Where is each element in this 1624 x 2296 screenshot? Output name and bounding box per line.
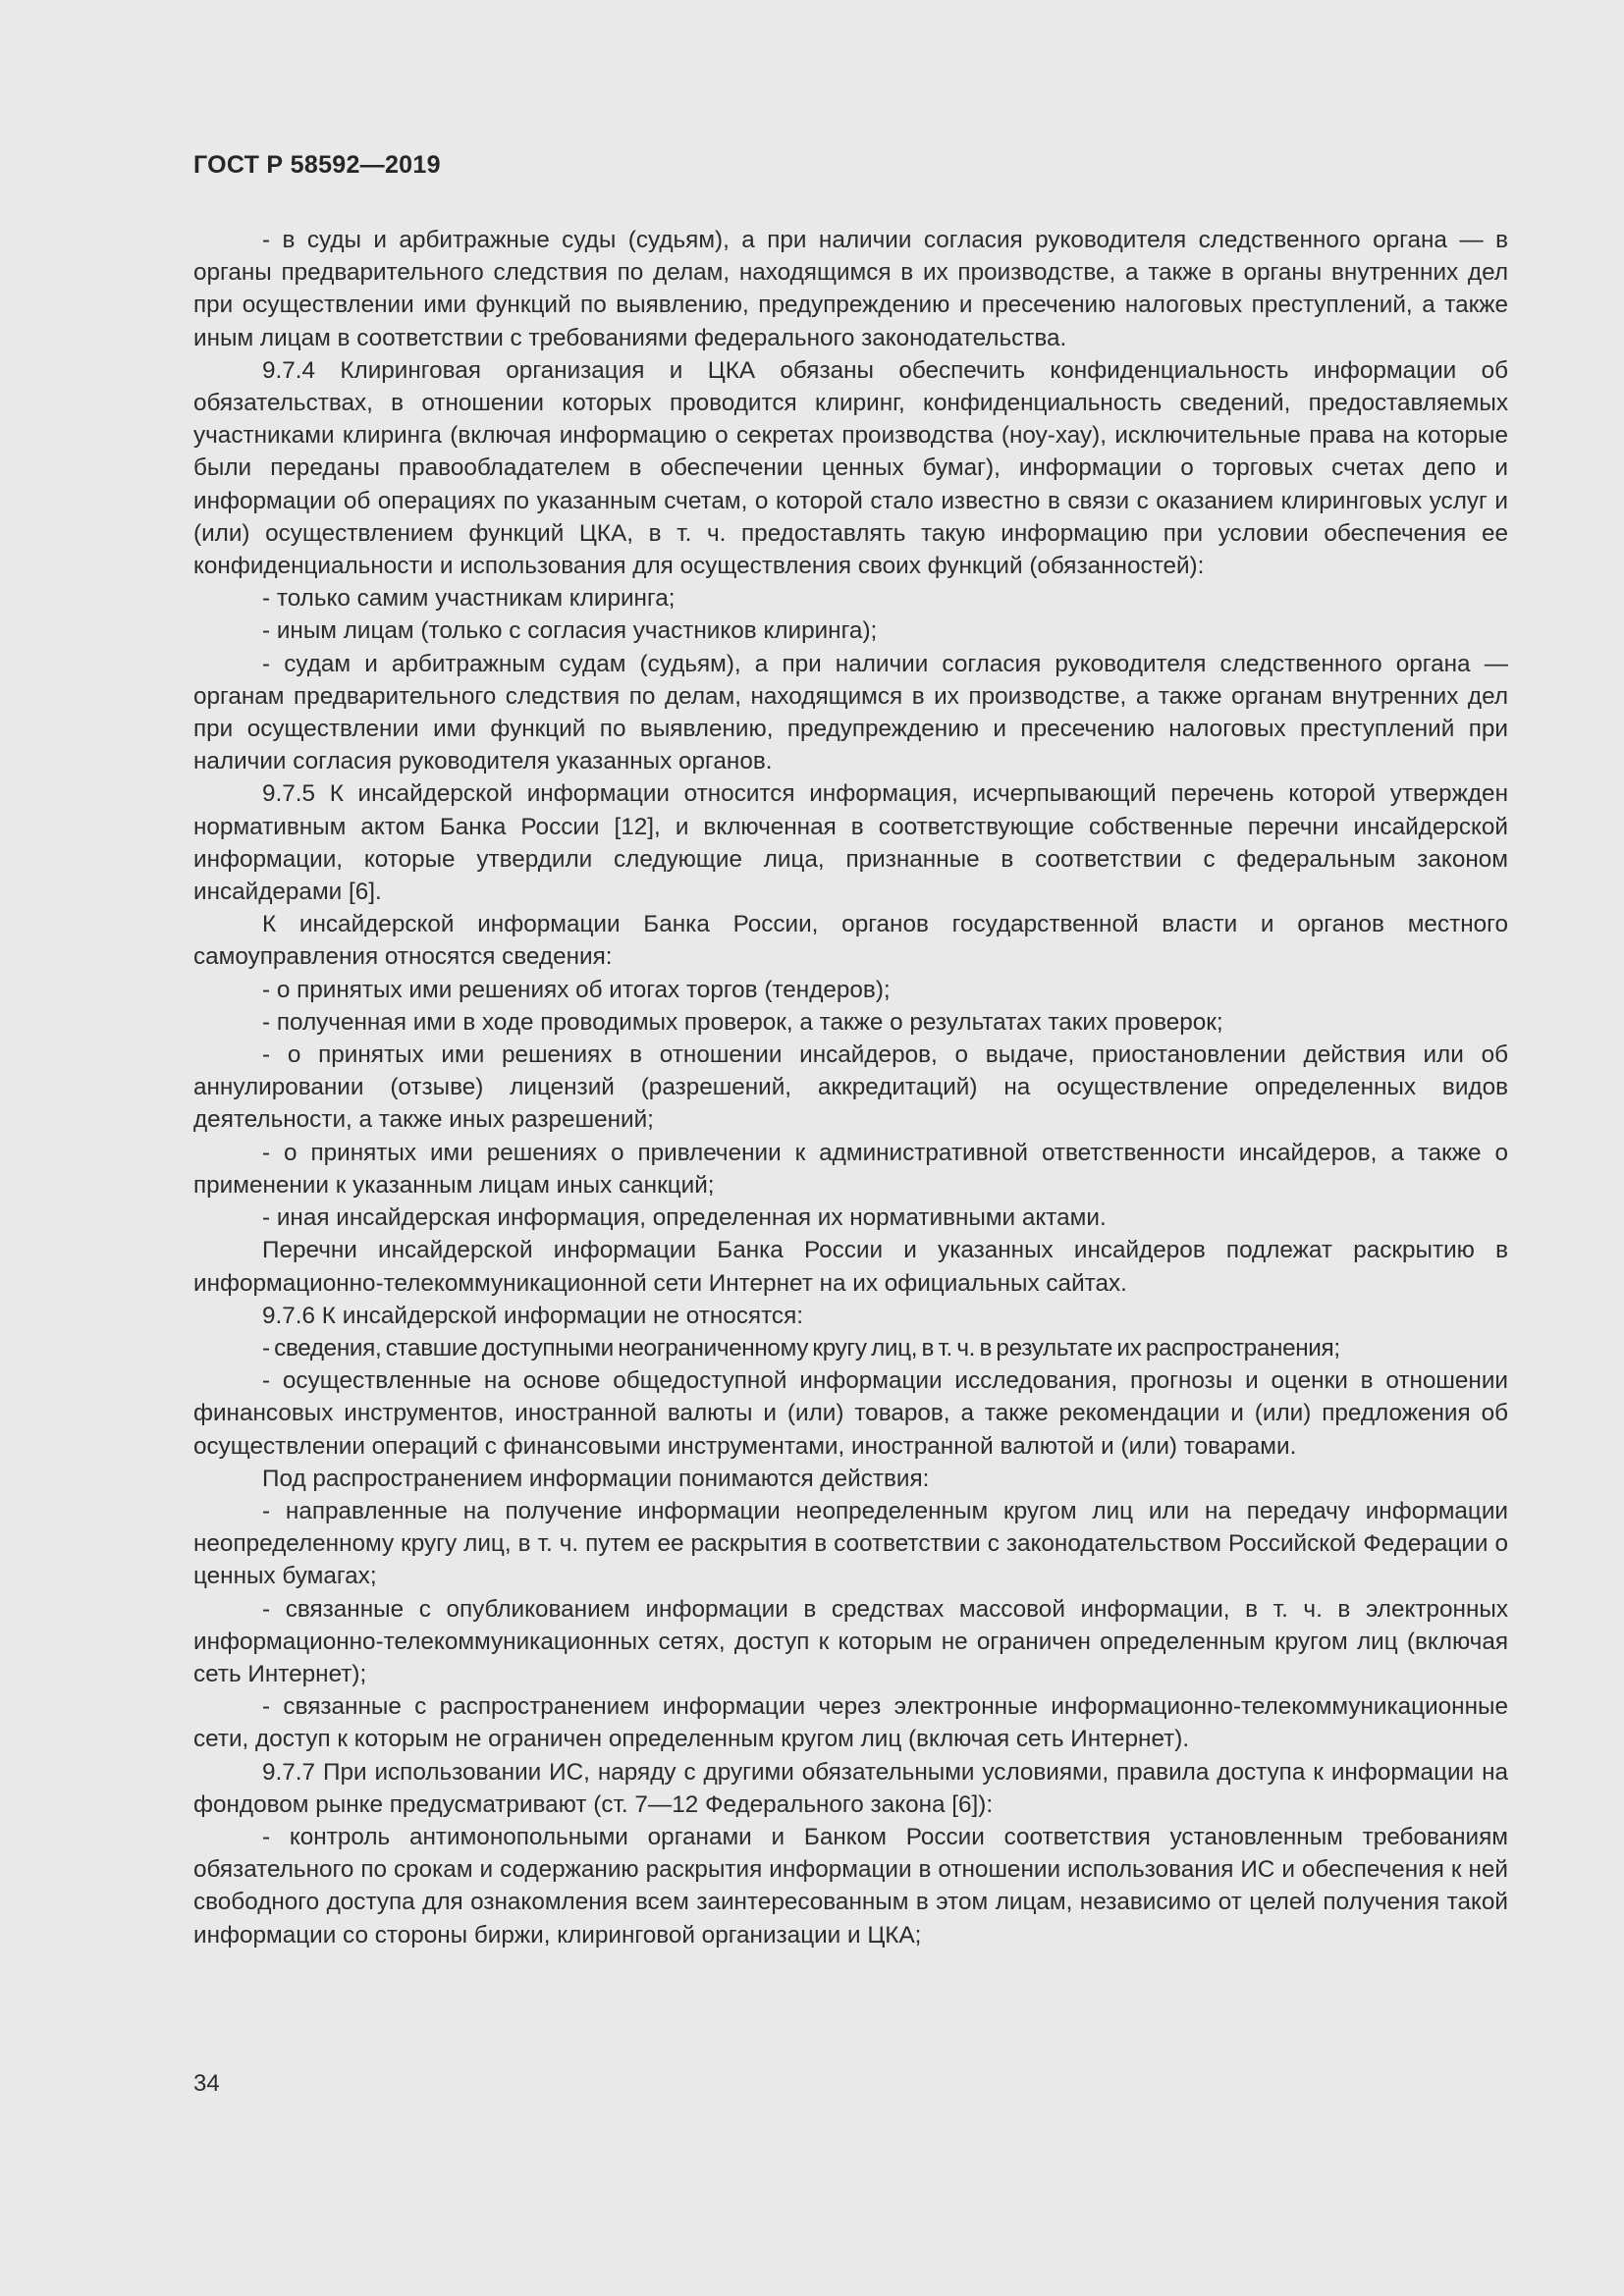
paragraph: - о принятых ими решениях об итогах торгов (тендеров);	[262, 976, 891, 1003]
paragraph: - судам и арбитражным судам (судьям), а при наличии согласия руководителя следственного органа — органам предварительного следствия по делам, находящимся в их производстве, а также органам внутренних дел при осуществлении ими функций по выявлению, предупреждению и пресечению налоговых преступлений при наличии согласия руководителя указанных органов.	[193, 650, 1508, 775]
paragraph: - полученная ими в ходе проводимых проверок, а также о результатах таких проверок;	[262, 1008, 1223, 1036]
paragraph: - осуществленные на основе общедоступной информации исследования, прогнозы и оценки в отношении финансовых инструментов, иностранной валюты и (или) товаров, а также рекомендации и (или) предложения об осуществлении операций с финансовыми инструментами, иностранной валютой и (или) товарами.	[193, 1367, 1508, 1460]
paragraph: - связанные с распространением информации через электронные информационно-телекоммуникационные сети, доступ к которым не ограничен определенным кругом лиц (включая сеть Интернет).	[193, 1693, 1508, 1753]
paragraph: 9.7.6 К инсайдерской информации не относятся:	[262, 1302, 803, 1329]
paragraph: 9.7.5 К инсайдерской информации относится информация, исчерпывающий перечень которой утвержден нормативным актом Банка России [12], и включенная в соответствующие собственные перечни инсайдерской информации, которые утвердили следующие лица, признанные в соответствии с федеральным законом инсайдерами [6].	[193, 780, 1508, 906]
paragraph: К инсайдерской информации Банка России, органов государственной власти и органов местного самоуправления относятся сведения:	[193, 911, 1508, 971]
paragraph: - иным лицам (только с согласия участников клиринга);	[262, 617, 878, 645]
paragraph: - контроль антимонопольными органами и Банком России соответствия установленным требованиям обязательного по срокам и содержанию раскрытия информации в отношении использования ИС и обеспечения к ней свободного доступа для ознакомления всем заинтересованным в этом лицам, независимо от целей получения такой информации со стороны биржи, клиринговой организации и ЦКА;	[193, 1823, 1508, 1949]
paragraph: - сведения, ставшие доступными неограниченному кругу лиц, в т. ч. в результате их распространения;	[262, 1334, 1340, 1362]
paragraph: 9.7.4 Клиринговая организация и ЦКА обязаны обеспечить конфиденциальность информации об обязательствах, в отношении которых проводится клиринг, конфиденциальность сведений, предоставляемых участниками клиринга (включая информацию о секретах производства (ноу-хау), исключительные права на которые были переданы правообладателем в обеспечении ценных бумаг), информации о торговых счетах депо и информации об операциях по указанным счетам, о которой стало известно в связи с оказанием клиринговых услуг и (или) осуществлением функций ЦКА, в т. ч. предоставлять такую информацию при условии обеспечения ее конфиденциальности и использования для осуществления своих функций (обязанностей):	[193, 356, 1508, 580]
paragraph: Перечни инсайдерской информации Банка России и указанных инсайдеров подлежат раскрытию в информационно-телекоммуникационной сети Интернет на их официальных сайтах.	[193, 1237, 1508, 1297]
document-header: ГОСТ Р 58592—2019	[193, 151, 441, 179]
paragraph: - связанные с опубликованием информации в средствах массовой информации, в т. ч. в электронных информационно-телекоммуникационных сетях, доступ к которым не ограничен определенным кругом лиц (включая сеть Интернет);	[193, 1595, 1508, 1687]
paragraph: - иная инсайдерская информация, определенная их нормативными актами.	[262, 1204, 1107, 1232]
paragraph: - о принятых ими решениях о привлечении к административной ответственности инсайдеров, а также о применении к указанным лицам иных санкций;	[193, 1139, 1508, 1199]
paragraph: - о принятых ими решениях в отношении инсайдеров, о выдаче, приостановлении действия или об аннулировании (отзыве) лицензий (разрешений, аккредитаций) на осуществление определенных видов деятельности, а также иных разрешений;	[193, 1041, 1508, 1134]
paragraph: Под распространением информации понимаются действия:	[262, 1465, 930, 1492]
page-number: 34	[193, 2070, 220, 2097]
paragraph: - в суды и арбитражные суды (судьям), а при наличии согласия руководителя следственного органа — в органы предварительного следствия по делам, находящимся в их производстве, а также в органы внутренних дел при осуществлении ими функций по выявлению, предупреждению и пресечению налоговых преступлений, а также иным лицам в соответствии с требованиями федерального законодательства.	[193, 227, 1508, 351]
paragraph: - только самим участникам клиринга;	[262, 585, 676, 613]
paragraph: 9.7.7 При использовании ИС, наряду с другими обязательными условиями, правила доступа к информации на фондовом рынке предусматривают (ст. 7—12 Федерального закона [6]):	[193, 1758, 1508, 1818]
paragraph: - направленные на получение информации неопределенным кругом лиц или на передачу информации неопределенному кругу лиц, в т. ч. путем ее раскрытия в соответствии с законодательством Российской Федерации о ценных бумагах;	[193, 1497, 1508, 1590]
document-body	[193, 224, 1508, 1951]
